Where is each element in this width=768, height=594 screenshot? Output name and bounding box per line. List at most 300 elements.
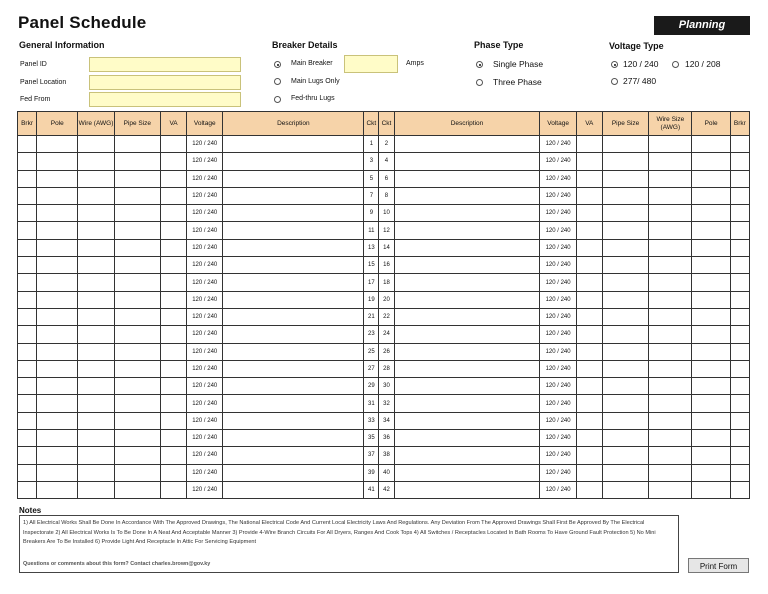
left-description-cell[interactable] [223,170,364,187]
left-pipe-cell[interactable] [114,239,160,256]
left-brkr-cell[interactable] [18,481,37,498]
panel-id-field[interactable] [89,57,241,72]
right-description-cell[interactable] [394,170,540,187]
right-pole-cell[interactable] [692,481,730,498]
right-pipe-cell[interactable] [602,464,648,481]
left-brkr-cell[interactable] [18,274,37,291]
right-wire-cell[interactable] [649,257,692,274]
right-pole-cell[interactable] [692,136,730,153]
left-wire-cell[interactable] [78,239,114,256]
right-va-cell[interactable] [576,412,602,429]
left-pipe-cell[interactable] [114,291,160,308]
left-wire-cell[interactable] [78,308,114,325]
left-brkr-cell[interactable] [18,170,37,187]
column-header: Pipe Size [602,112,648,136]
left-va-cell[interactable] [160,291,186,308]
column-header: Pole [692,112,730,136]
right-voltage-cell: 120 / 240 [540,378,576,395]
left-pipe-cell[interactable] [114,205,160,222]
right-pole-cell[interactable] [692,274,730,291]
right-pipe-cell[interactable] [602,343,648,360]
left-va-cell[interactable] [160,326,186,343]
right-va-cell[interactable] [576,239,602,256]
left-va-cell[interactable] [160,308,186,325]
left-pipe-cell[interactable] [114,464,160,481]
left-pole-cell[interactable] [37,430,78,447]
right-wire-cell[interactable] [649,326,692,343]
right-va-cell[interactable] [576,447,602,464]
right-va-cell[interactable] [576,481,602,498]
left-wire-cell[interactable] [78,153,114,170]
right-wire-cell[interactable] [649,170,692,187]
right-description-cell[interactable] [394,136,540,153]
right-pole-cell[interactable] [692,360,730,377]
left-voltage-cell: 120 / 240 [187,153,223,170]
left-pole-cell[interactable] [37,187,78,204]
left-description-cell[interactable] [223,239,364,256]
right-pole-cell[interactable] [692,447,730,464]
right-va-cell[interactable] [576,136,602,153]
right-brkr-cell[interactable] [730,274,749,291]
right-wire-cell[interactable] [649,291,692,308]
right-brkr-cell[interactable] [730,257,749,274]
left-wire-cell[interactable] [78,360,114,377]
right-pole-cell[interactable] [692,239,730,256]
left-pipe-cell[interactable] [114,308,160,325]
right-pole-cell[interactable] [692,430,730,447]
left-description-cell[interactable] [223,378,364,395]
left-brkr-cell[interactable] [18,378,37,395]
right-va-cell[interactable] [576,291,602,308]
right-pipe-cell[interactable] [602,378,648,395]
right-brkr-cell[interactable] [730,326,749,343]
left-wire-cell[interactable] [78,274,114,291]
left-description-cell[interactable] [223,257,364,274]
left-wire-cell[interactable] [78,187,114,204]
left-description-cell[interactable] [223,412,364,429]
left-description-cell[interactable] [223,464,364,481]
left-pipe-cell[interactable] [114,222,160,239]
circuit-even-cell: 8 [379,187,394,204]
left-pole-cell[interactable] [37,395,78,412]
left-brkr-cell[interactable] [18,447,37,464]
left-pipe-cell[interactable] [114,326,160,343]
left-wire-cell[interactable] [78,291,114,308]
right-description-cell[interactable] [394,274,540,291]
right-description-cell[interactable] [394,447,540,464]
left-description-cell[interactable] [223,291,364,308]
right-brkr-cell[interactable] [730,222,749,239]
right-pipe-cell[interactable] [602,360,648,377]
right-voltage-cell: 120 / 240 [540,464,576,481]
right-description-cell[interactable] [394,326,540,343]
left-pipe-cell[interactable] [114,170,160,187]
right-pole-cell[interactable] [692,464,730,481]
left-voltage-cell: 120 / 240 [187,395,223,412]
circuit-odd-cell: 11 [364,222,379,239]
left-va-cell[interactable] [160,412,186,429]
right-va-cell[interactable] [576,378,602,395]
right-description-cell[interactable] [394,222,540,239]
left-description-cell[interactable] [223,153,364,170]
voltage-120-240-radio[interactable] [611,61,618,68]
contact-info: Questions or comments about this form? Contact charles.brown@gov.ky [23,560,211,567]
left-pole-cell[interactable] [37,291,78,308]
right-description-cell[interactable] [394,395,540,412]
left-pole-cell[interactable] [37,222,78,239]
left-description-cell[interactable] [223,274,364,291]
right-pole-cell[interactable] [692,205,730,222]
left-voltage-cell: 120 / 240 [187,170,223,187]
right-pole-cell[interactable] [692,378,730,395]
left-wire-cell[interactable] [78,170,114,187]
left-brkr-cell[interactable] [18,464,37,481]
right-brkr-cell[interactable] [730,170,749,187]
right-va-cell[interactable] [576,222,602,239]
right-description-cell[interactable] [394,430,540,447]
left-wire-cell[interactable] [78,343,114,360]
left-pipe-cell[interactable] [114,187,160,204]
right-wire-cell[interactable] [649,205,692,222]
circuit-odd-cell: 9 [364,205,379,222]
right-brkr-cell[interactable] [730,378,749,395]
left-description-cell[interactable] [223,430,364,447]
right-brkr-cell[interactable] [730,291,749,308]
right-wire-cell[interactable] [649,360,692,377]
left-brkr-cell[interactable] [18,222,37,239]
fed-from-field[interactable] [89,92,241,107]
left-wire-cell[interactable] [78,447,114,464]
print-form-button[interactable]: Print Form [688,558,749,573]
left-brkr-cell[interactable] [18,205,37,222]
right-va-cell[interactable] [576,274,602,291]
left-pole-cell[interactable] [37,360,78,377]
right-wire-cell[interactable] [649,343,692,360]
left-brkr-cell[interactable] [18,257,37,274]
right-va-cell[interactable] [576,205,602,222]
left-pole-cell[interactable] [37,239,78,256]
right-pole-cell[interactable] [692,222,730,239]
main-lugs-radio[interactable] [274,78,281,85]
left-wire-cell[interactable] [78,326,114,343]
left-brkr-cell[interactable] [18,153,37,170]
right-va-cell[interactable] [576,343,602,360]
right-description-cell[interactable] [394,481,540,498]
left-pole-cell[interactable] [37,378,78,395]
right-brkr-cell[interactable] [730,308,749,325]
left-va-cell[interactable] [160,430,186,447]
right-pole-cell[interactable] [692,326,730,343]
left-pole-cell[interactable] [37,412,78,429]
right-wire-cell[interactable] [649,412,692,429]
three-phase-radio[interactable] [476,79,483,86]
left-brkr-cell[interactable] [18,412,37,429]
left-va-cell[interactable] [160,205,186,222]
right-va-cell[interactable] [576,187,602,204]
right-pole-cell[interactable] [692,412,730,429]
right-wire-cell[interactable] [649,222,692,239]
circuit-odd-cell: 27 [364,360,379,377]
right-pole-cell[interactable] [692,170,730,187]
left-brkr-cell[interactable] [18,430,37,447]
right-pipe-cell[interactable] [602,430,648,447]
right-pipe-cell[interactable] [602,136,648,153]
left-description-cell[interactable] [223,222,364,239]
table-row [18,412,750,429]
right-wire-cell[interactable] [649,239,692,256]
column-header: VA [160,112,186,136]
right-wire-cell[interactable] [649,447,692,464]
left-pipe-cell[interactable] [114,481,160,498]
left-brkr-cell[interactable] [18,136,37,153]
right-pipe-cell[interactable] [602,205,648,222]
right-brkr-cell[interactable] [730,481,749,498]
single-phase-radio[interactable] [476,61,483,68]
circuit-even-cell: 30 [379,378,394,395]
right-description-cell[interactable] [394,464,540,481]
left-wire-cell[interactable] [78,257,114,274]
right-pipe-cell[interactable] [602,153,648,170]
left-va-cell[interactable] [160,136,186,153]
left-pole-cell[interactable] [37,170,78,187]
left-brkr-cell[interactable] [18,395,37,412]
left-description-cell[interactable] [223,308,364,325]
right-pole-cell[interactable] [692,187,730,204]
right-description-cell[interactable] [394,308,540,325]
left-wire-cell[interactable] [78,136,114,153]
left-va-cell[interactable] [160,170,186,187]
right-va-cell[interactable] [576,326,602,343]
left-wire-cell[interactable] [78,222,114,239]
amps-field[interactable] [344,55,398,73]
right-description-cell[interactable] [394,205,540,222]
right-pipe-cell[interactable] [602,308,648,325]
right-description-cell[interactable] [394,257,540,274]
right-brkr-cell[interactable] [730,430,749,447]
right-pipe-cell[interactable] [602,170,648,187]
right-va-cell[interactable] [576,395,602,412]
left-wire-cell[interactable] [78,395,114,412]
right-wire-cell[interactable] [649,464,692,481]
right-brkr-cell[interactable] [730,360,749,377]
left-pole-cell[interactable] [37,326,78,343]
right-va-cell[interactable] [576,153,602,170]
left-brkr-cell[interactable] [18,308,37,325]
right-voltage-cell: 120 / 240 [540,291,576,308]
left-va-cell[interactable] [160,464,186,481]
left-va-cell[interactable] [160,447,186,464]
left-va-cell[interactable] [160,257,186,274]
left-va-cell[interactable] [160,222,186,239]
right-pipe-cell[interactable] [602,257,648,274]
right-brkr-cell[interactable] [730,343,749,360]
left-wire-cell[interactable] [78,464,114,481]
right-wire-cell[interactable] [649,378,692,395]
circuit-even-cell: 12 [379,222,394,239]
left-brkr-cell[interactable] [18,291,37,308]
right-pipe-cell[interactable] [602,326,648,343]
right-wire-cell[interactable] [649,430,692,447]
left-pole-cell[interactable] [37,343,78,360]
right-description-cell[interactable] [394,291,540,308]
left-description-cell[interactable] [223,343,364,360]
right-pipe-cell[interactable] [602,447,648,464]
right-brkr-cell[interactable] [730,412,749,429]
right-pipe-cell[interactable] [602,274,648,291]
left-description-cell[interactable] [223,187,364,204]
left-voltage-cell: 120 / 240 [187,222,223,239]
right-brkr-cell[interactable] [730,187,749,204]
left-wire-cell[interactable] [78,205,114,222]
right-wire-cell[interactable] [649,274,692,291]
table-header-row [18,112,750,136]
left-pipe-cell[interactable] [114,412,160,429]
left-va-cell[interactable] [160,378,186,395]
right-va-cell[interactable] [576,308,602,325]
circuit-even-cell: 42 [379,481,394,498]
left-description-cell[interactable] [223,395,364,412]
right-description-cell[interactable] [394,343,540,360]
right-wire-cell[interactable] [649,187,692,204]
right-wire-cell[interactable] [649,395,692,412]
right-voltage-cell: 120 / 240 [540,153,576,170]
right-va-cell[interactable] [576,170,602,187]
right-pole-cell[interactable] [692,153,730,170]
main-breaker-radio[interactable] [274,61,281,68]
column-header: Ckt [379,112,394,136]
left-brkr-cell[interactable] [18,187,37,204]
left-pole-cell[interactable] [37,257,78,274]
left-va-cell[interactable] [160,360,186,377]
voltage-277-480-radio[interactable] [611,78,618,85]
right-description-cell[interactable] [394,412,540,429]
right-pipe-cell[interactable] [602,222,648,239]
left-brkr-cell[interactable] [18,343,37,360]
left-pipe-cell[interactable] [114,274,160,291]
left-description-cell[interactable] [223,360,364,377]
left-pipe-cell[interactable] [114,360,160,377]
right-pipe-cell[interactable] [602,187,648,204]
circuit-odd-cell: 15 [364,257,379,274]
left-description-cell[interactable] [223,136,364,153]
left-pole-cell[interactable] [37,481,78,498]
right-description-cell[interactable] [394,239,540,256]
right-pipe-cell[interactable] [602,481,648,498]
circuit-even-cell: 20 [379,291,394,308]
right-brkr-cell[interactable] [730,205,749,222]
right-wire-cell[interactable] [649,153,692,170]
left-pipe-cell[interactable] [114,395,160,412]
left-va-cell[interactable] [160,187,186,204]
right-pole-cell[interactable] [692,343,730,360]
right-pipe-cell[interactable] [602,395,648,412]
left-pole-cell[interactable] [37,308,78,325]
right-pole-cell[interactable] [692,395,730,412]
right-pole-cell[interactable] [692,308,730,325]
left-pipe-cell[interactable] [114,447,160,464]
notes-heading: Notes [19,506,42,515]
right-pole-cell[interactable] [692,291,730,308]
right-pipe-cell[interactable] [602,239,648,256]
left-va-cell[interactable] [160,481,186,498]
right-description-cell[interactable] [394,360,540,377]
left-pipe-cell[interactable] [114,257,160,274]
left-pole-cell[interactable] [37,447,78,464]
right-brkr-cell[interactable] [730,153,749,170]
right-description-cell[interactable] [394,153,540,170]
circuit-odd-cell: 25 [364,343,379,360]
left-va-cell[interactable] [160,395,186,412]
left-description-cell[interactable] [223,447,364,464]
left-pole-cell[interactable] [37,153,78,170]
column-header: Pole [37,112,78,136]
left-pole-cell[interactable] [37,136,78,153]
left-description-cell[interactable] [223,481,364,498]
fed-thru-radio[interactable] [274,96,281,103]
table-row [18,170,750,187]
left-brkr-cell[interactable] [18,360,37,377]
circuit-even-cell: 32 [379,395,394,412]
left-pipe-cell[interactable] [114,430,160,447]
left-description-cell[interactable] [223,326,364,343]
left-pole-cell[interactable] [37,464,78,481]
left-pipe-cell[interactable] [114,343,160,360]
right-va-cell[interactable] [576,257,602,274]
left-pipe-cell[interactable] [114,378,160,395]
left-wire-cell[interactable] [78,481,114,498]
right-description-cell[interactable] [394,378,540,395]
right-pole-cell[interactable] [692,257,730,274]
right-pipe-cell[interactable] [602,412,648,429]
left-voltage-cell: 120 / 240 [187,430,223,447]
right-voltage-cell: 120 / 240 [540,274,576,291]
left-voltage-cell: 120 / 240 [187,187,223,204]
right-voltage-cell: 120 / 240 [540,360,576,377]
right-brkr-cell[interactable] [730,239,749,256]
left-description-cell[interactable] [223,205,364,222]
right-wire-cell[interactable] [649,308,692,325]
right-pipe-cell[interactable] [602,291,648,308]
left-pipe-cell[interactable] [114,153,160,170]
right-va-cell[interactable] [576,430,602,447]
right-wire-cell[interactable] [649,481,692,498]
left-va-cell[interactable] [160,153,186,170]
left-brkr-cell[interactable] [18,239,37,256]
left-pipe-cell[interactable] [114,136,160,153]
left-va-cell[interactable] [160,274,186,291]
table-row [18,187,750,204]
three-phase-label: Three Phase [493,77,542,87]
left-pole-cell[interactable] [37,274,78,291]
right-brkr-cell[interactable] [730,136,749,153]
left-va-cell[interactable] [160,239,186,256]
right-brkr-cell[interactable] [730,447,749,464]
right-brkr-cell[interactable] [730,395,749,412]
left-brkr-cell[interactable] [18,326,37,343]
left-wire-cell[interactable] [78,378,114,395]
left-wire-cell[interactable] [78,430,114,447]
right-va-cell[interactable] [576,464,602,481]
right-va-cell[interactable] [576,360,602,377]
left-va-cell[interactable] [160,343,186,360]
right-brkr-cell[interactable] [730,464,749,481]
left-pole-cell[interactable] [37,205,78,222]
voltage-120-208-radio[interactable] [672,61,679,68]
panel-location-field[interactable] [89,75,241,90]
left-wire-cell[interactable] [78,412,114,429]
right-wire-cell[interactable] [649,136,692,153]
right-description-cell[interactable] [394,187,540,204]
